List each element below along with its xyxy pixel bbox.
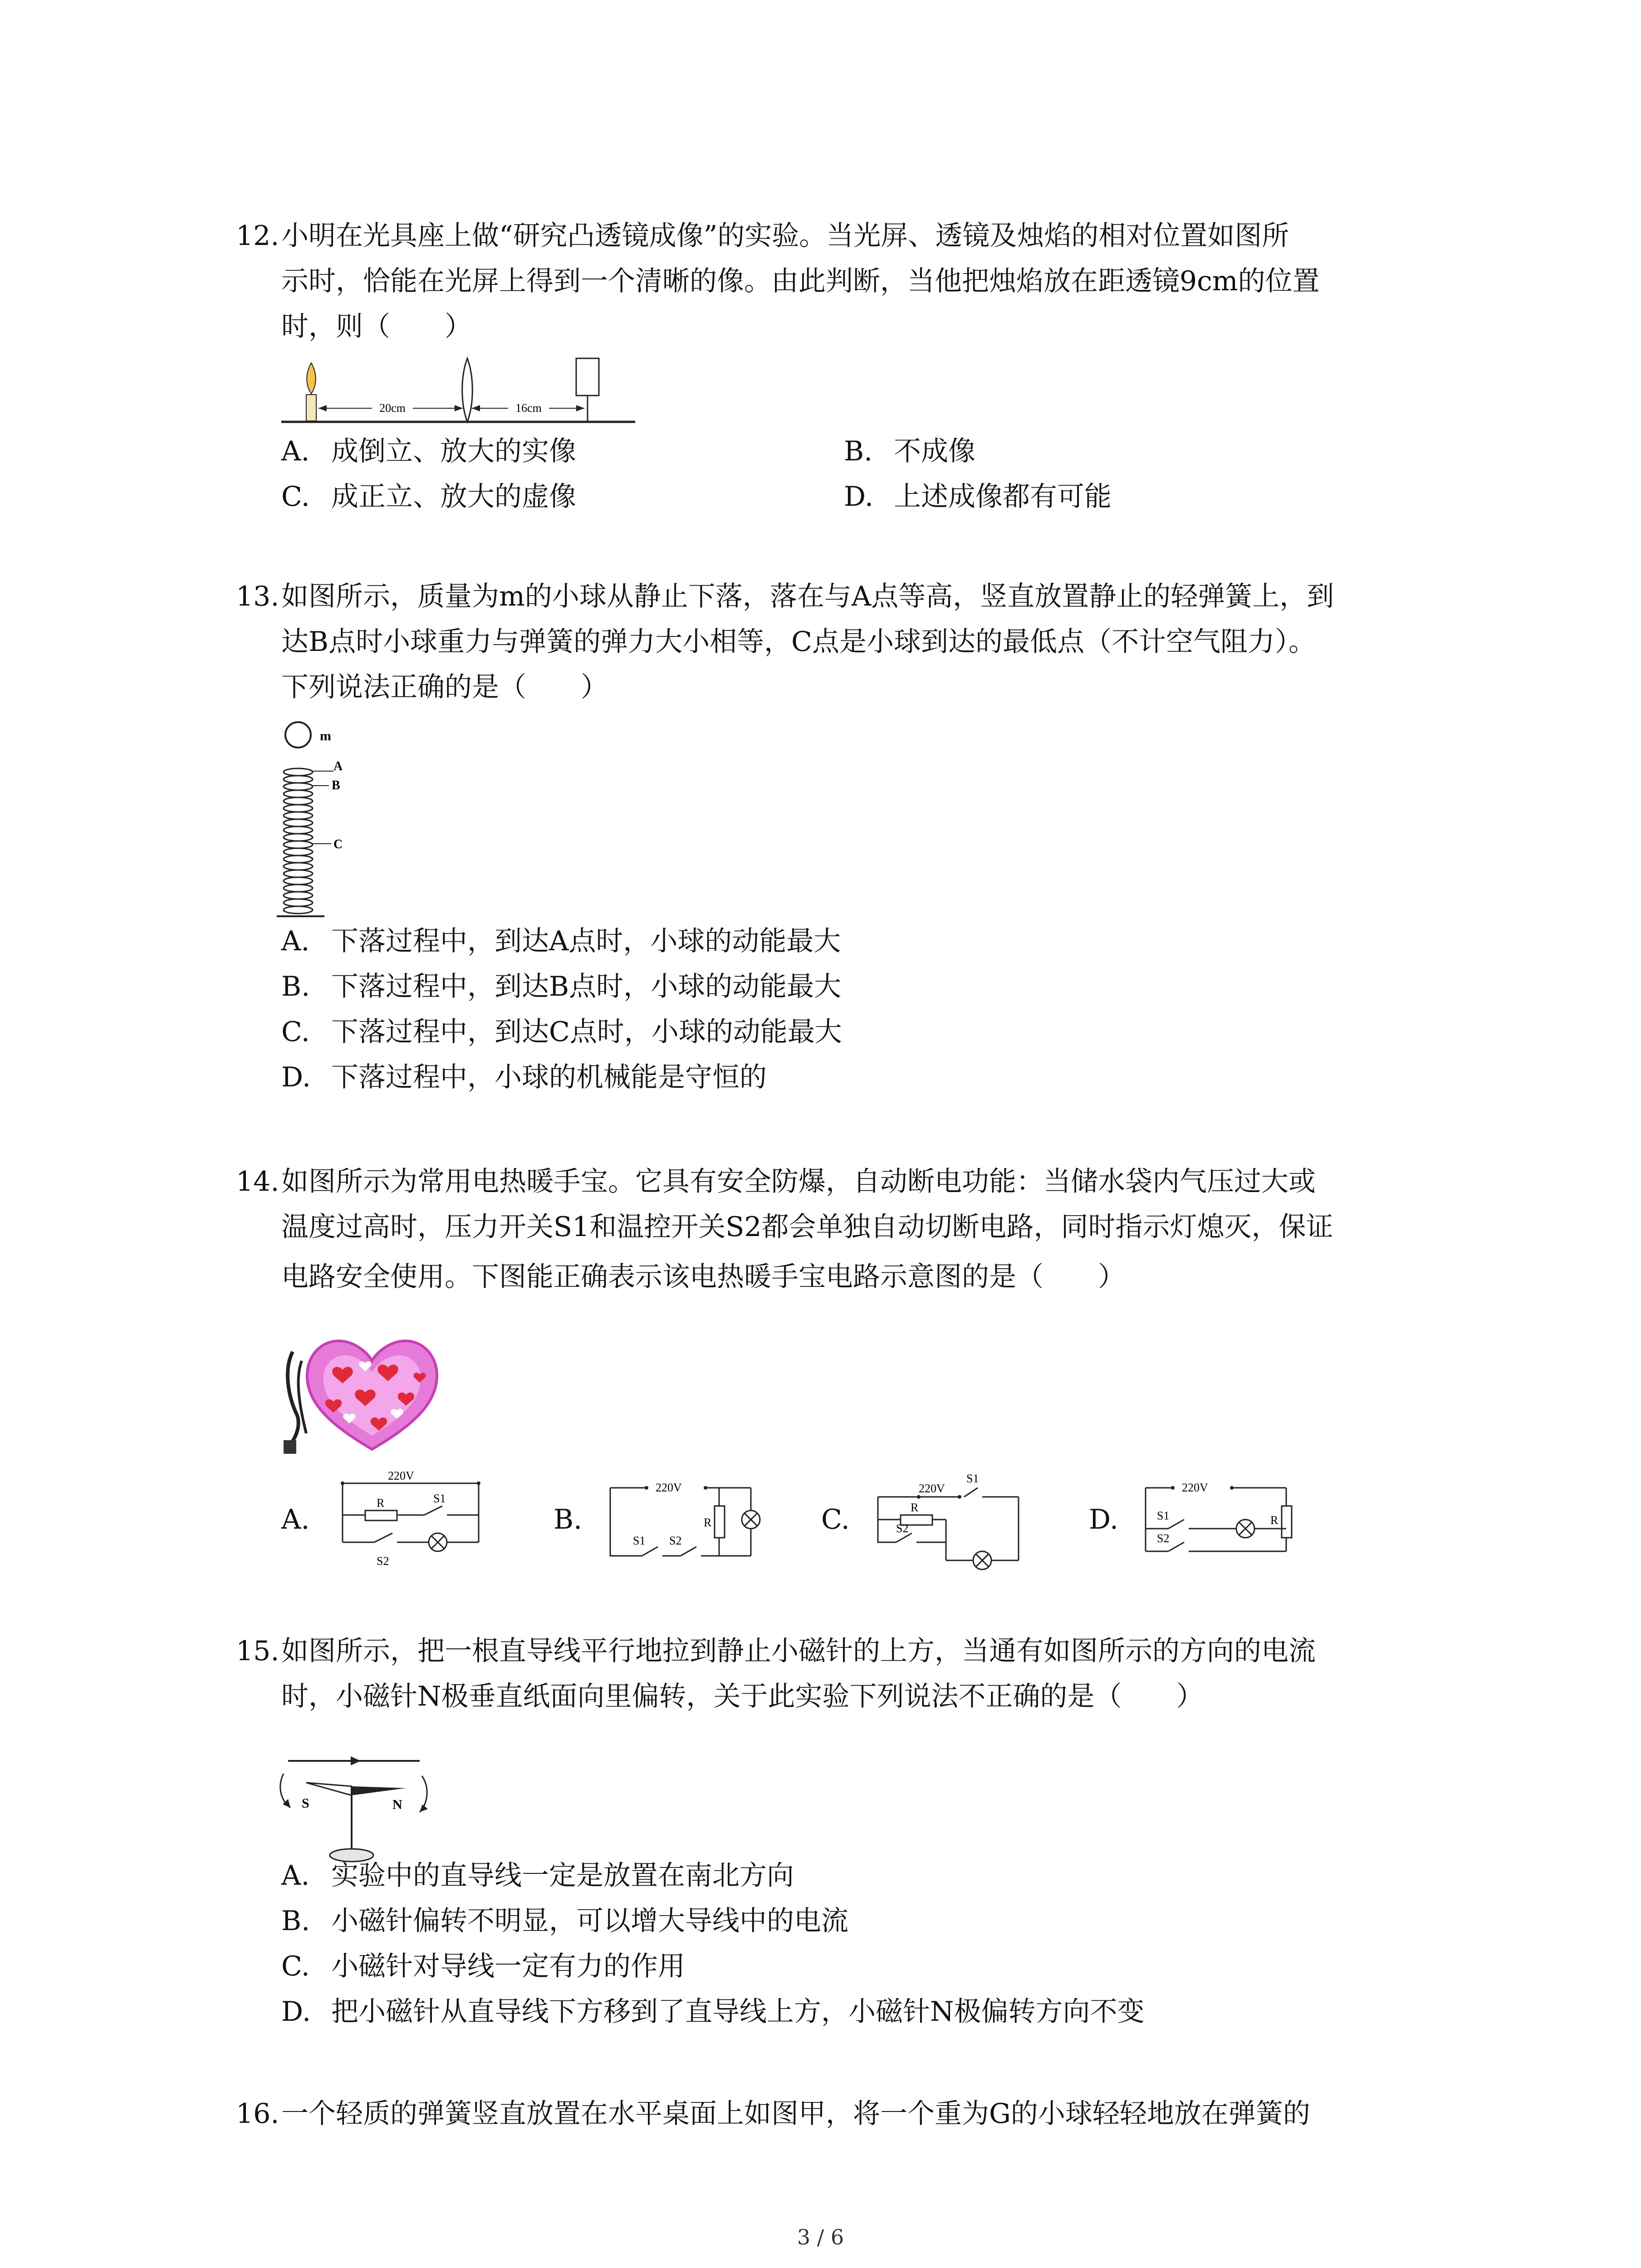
- pole-s-label: S: [302, 1796, 309, 1811]
- needle-s-half: [306, 1783, 352, 1795]
- needle-n-half: [352, 1786, 406, 1795]
- spring-coil: [284, 819, 313, 826]
- light-screen-icon: [576, 358, 599, 396]
- voltage-label: 220V: [919, 1482, 945, 1495]
- candle-icon: [306, 363, 316, 421]
- spring-coil: [284, 885, 313, 892]
- question-text-line: 时，小磁针N极垂直纸面向里偏转，关于此实验下列说法不正确的是（ ）: [281, 1681, 1204, 1712]
- point-b-label: B: [332, 778, 340, 792]
- option-label: A.: [281, 925, 310, 957]
- switch-s1-label: S1: [966, 1472, 979, 1485]
- circuit-option-a-label[interactable]: A.: [281, 1504, 310, 1535]
- option-a[interactable]: [281, 1853, 794, 1898]
- circuit-d[interactable]: [1136, 1470, 1300, 1574]
- spring-coil: [284, 797, 313, 805]
- option-label: C.: [281, 1950, 310, 1982]
- lens-bench-figure: [281, 354, 644, 431]
- spring-coil: [284, 848, 313, 855]
- option-text: 下落过程中，到达A点时，小球的动能最大: [331, 925, 841, 957]
- question-12: [236, 213, 1452, 349]
- resistor-label: R: [704, 1516, 712, 1529]
- spring-coil: [284, 863, 313, 870]
- voltage-label: 220V: [1182, 1481, 1208, 1494]
- convex-lens-icon: [462, 358, 473, 422]
- option-label: B.: [844, 435, 873, 467]
- spring-coil: [284, 855, 313, 863]
- switch-s2-label: S2: [1157, 1532, 1170, 1545]
- option-a[interactable]: [281, 429, 576, 474]
- question-text-line: 达B点时小球重力与弹簧的弹力大小相等，C点是小球到达的最低点（不计空气阻力）。: [281, 626, 1316, 658]
- question-number: 14.: [236, 1166, 279, 1198]
- ball-icon: [285, 722, 311, 748]
- compass-wire-figure: [270, 1751, 442, 1869]
- resistor-label: R: [1270, 1514, 1279, 1527]
- question-number: 16.: [236, 2098, 279, 2130]
- question-number: 12.: [236, 220, 279, 252]
- option-label: A.: [281, 1860, 310, 1892]
- question-text-line: 如图所示，质量为m的小球从静止下落，落在与A点等高，竖直放置静止的轻弹簧上，到: [281, 581, 1334, 612]
- question-text-line: 小明在光具座上做“研究凸透镜成像”的实验。当光屏、透镜及烛焰的相对位置如图所: [281, 220, 1289, 252]
- spring-coil: [284, 826, 313, 834]
- point-a-label: A: [333, 759, 343, 773]
- spring-coil: [284, 805, 313, 812]
- question-16: [236, 2091, 1452, 2136]
- mass-label: m: [320, 728, 331, 743]
- spring-coil: [284, 776, 313, 783]
- option-text: 下落过程中，到达C点时，小球的动能最大: [331, 1016, 842, 1048]
- option-label: C.: [281, 1016, 310, 1048]
- hand-warmer-photo: [274, 1325, 456, 1456]
- question-14: [236, 1159, 1452, 1300]
- voltage-label: 220V: [388, 1470, 414, 1482]
- circuit-option-c-label[interactable]: C.: [821, 1504, 850, 1535]
- spring-coil: [284, 790, 313, 797]
- spring-coil: [284, 906, 313, 914]
- question-15: [236, 1628, 1452, 1719]
- option-d[interactable]: [844, 474, 1112, 519]
- question-number: 15.: [236, 1635, 279, 1667]
- point-c-label: C: [333, 837, 343, 851]
- option-c[interactable]: [281, 1009, 842, 1055]
- option-c[interactable]: [281, 1944, 685, 1989]
- question-text-line: 电路安全使用。下图能正确表示该电热暖手宝电路示意图的是（ ）: [281, 1261, 1125, 1293]
- spring-coil: [284, 841, 313, 848]
- question-text-line: 下列说法正确的是（ ）: [281, 671, 608, 703]
- option-label: D.: [844, 481, 874, 513]
- option-text: 小磁针偏转不明显，可以增大导线中的电流: [331, 1905, 848, 1937]
- circuit-a[interactable]: [333, 1470, 488, 1574]
- spring-ball-figure: [270, 721, 374, 921]
- option-label: C.: [281, 481, 310, 513]
- spring-coil: [284, 899, 313, 906]
- switch-s2-label: S2: [377, 1554, 389, 1568]
- option-text: 下落过程中，到达B点时，小球的动能最大: [331, 971, 842, 1002]
- option-text: 实验中的直导线一定是放置在南北方向: [331, 1860, 794, 1892]
- option-d[interactable]: [281, 1055, 767, 1100]
- option-text: 小磁针对导线一定有力的作用: [331, 1950, 685, 1982]
- voltage-label: 220V: [656, 1481, 682, 1494]
- current-direction-arrow-icon: [351, 1756, 361, 1765]
- option-b[interactable]: [281, 1898, 848, 1944]
- spring-icon: [284, 768, 313, 914]
- resistor-label: R: [911, 1501, 919, 1514]
- option-text: 成正立、放大的虚像: [331, 481, 576, 513]
- distance-label-1: 20cm: [379, 401, 406, 415]
- question-text-line: 示时，恰能在光屏上得到一个清晰的像。由此判断，当他把烛焰放在距透镜9cm的位置: [281, 265, 1320, 297]
- spring-coil: [284, 783, 313, 790]
- option-b[interactable]: [281, 964, 841, 1009]
- switch-s1-label: S1: [433, 1492, 446, 1505]
- option-b[interactable]: [844, 429, 975, 474]
- option-text: 成倒立、放大的实像: [331, 435, 576, 467]
- question-text-line: 一个轻质的弹簧竖直放置在水平桌面上如图甲，将一个重为G的小球轻轻地放在弹簧的: [281, 2098, 1310, 2130]
- option-text: 把小磁针从直导线下方移到了直导线上方，小磁针N极偏转方向不变: [331, 1996, 1145, 2028]
- switch-s1-label: S1: [1157, 1509, 1170, 1522]
- switch-s1-label: S1: [633, 1534, 646, 1547]
- page-number: 3 / 6: [797, 2225, 844, 2249]
- distance-label-2: 16cm: [515, 401, 542, 415]
- spring-coil: [284, 870, 313, 877]
- question-number: 13.: [236, 581, 279, 612]
- option-d[interactable]: [281, 1989, 1145, 2034]
- option-a[interactable]: [281, 919, 841, 964]
- question-13: [236, 574, 1452, 710]
- option-label: B.: [281, 971, 310, 1002]
- option-text: 不成像: [894, 435, 975, 467]
- question-text-line: 温度过高时，压力开关S1和温控开关S2都会单独自动切断电路，同时指示灯熄灭，保证: [281, 1211, 1333, 1243]
- circuit-option-b-label[interactable]: B.: [554, 1504, 583, 1535]
- option-label: B.: [281, 1905, 310, 1937]
- spring-coil: [284, 768, 313, 776]
- option-label: D.: [281, 1996, 311, 2028]
- switch-s2-label: S2: [896, 1522, 909, 1535]
- question-text-line: 如图所示，把一根直导线平行地拉到静止小磁针的上方，当通有如图所示的方向的电流: [281, 1635, 1316, 1667]
- option-label: D.: [281, 1061, 311, 1093]
- question-text-line: 如图所示为常用电热暖手宝。它具有安全防爆，自动断电功能：当储水袋内气压过大或: [281, 1166, 1316, 1198]
- circuit-b[interactable]: [601, 1470, 764, 1574]
- option-label: A.: [281, 435, 310, 467]
- pole-n-label: N: [392, 1797, 402, 1812]
- option-text: 下落过程中，小球的机械能是守恒的: [331, 1061, 767, 1093]
- spring-coil: [284, 834, 313, 841]
- question-text-line: 时，则（ ）: [281, 311, 472, 342]
- spring-coil: [284, 892, 313, 899]
- resistor-label: R: [377, 1496, 385, 1510]
- option-c[interactable]: [281, 474, 576, 519]
- circuit-c[interactable]: [869, 1470, 1032, 1574]
- spring-coil: [284, 812, 313, 819]
- circuit-option-d-label[interactable]: D.: [1089, 1504, 1119, 1535]
- spring-coil: [284, 877, 313, 885]
- switch-s2-label: S2: [669, 1534, 682, 1547]
- option-text: 上述成像都有可能: [894, 481, 1112, 513]
